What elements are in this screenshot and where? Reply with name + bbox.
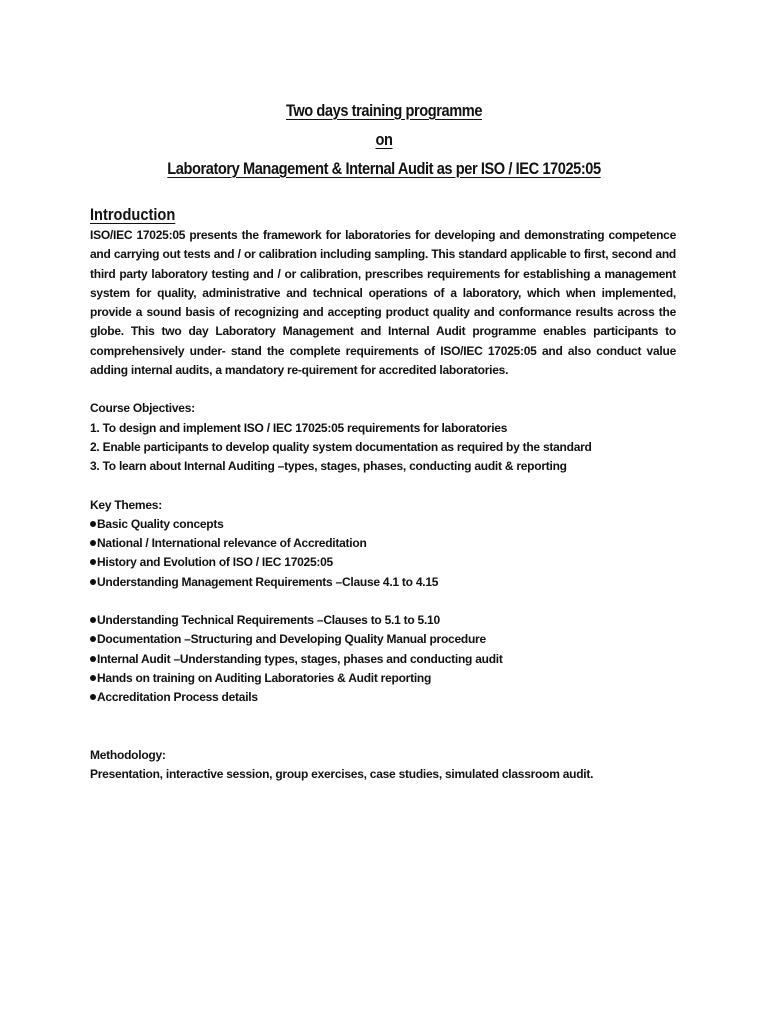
- title-block: [0, 96, 768, 183]
- themes-list-2: [90, 611, 676, 707]
- bullet-icon: [90, 694, 96, 700]
- theme-item: Accreditation Process details: [90, 688, 676, 707]
- bullet-icon: [90, 540, 96, 546]
- theme-item: Internal Audit –Understanding types, stages, phases and conducting audit: [90, 650, 676, 669]
- bullet-icon: [90, 579, 96, 585]
- title-line-2: on: [375, 130, 393, 149]
- theme-item: Understanding Management Requirements –Clause 4.1 to 4.15: [90, 573, 676, 592]
- objective-item: 1. To design and implement ISO / IEC 17025:05 requirements for laboratories: [90, 420, 508, 435]
- bullet-icon: [90, 617, 96, 623]
- bullet-icon: [90, 559, 96, 565]
- document-body: [90, 204, 676, 784]
- theme-item: Basic Quality concepts: [90, 515, 676, 534]
- themes-list-1: [90, 515, 676, 592]
- introduction-heading: Introduction: [90, 205, 176, 224]
- title-line-3: Laboratory Management & Internal Audit as per ISO / IEC 17025:05: [167, 159, 601, 178]
- objectives-heading: Course Objectives:: [90, 401, 195, 416]
- bullet-icon: [90, 521, 96, 527]
- theme-item: Documentation –Structuring and Developing Quality Manual procedure: [90, 630, 676, 649]
- bullet-icon: [90, 656, 96, 662]
- methodology-text: Presentation, interactive session, group exercises, case studies, simulated classroom audit.: [90, 766, 594, 781]
- title-line-1: Two days training programme: [285, 101, 483, 120]
- methodology-heading: Methodology:: [90, 747, 166, 762]
- theme-item: History and Evolution of ISO / IEC 17025:05: [90, 553, 676, 572]
- theme-item: National / International relevance of Accreditation: [90, 534, 676, 553]
- theme-item: Hands on training on Auditing Laboratories & Audit reporting: [90, 669, 676, 688]
- objective-item: 2. Enable participants to develop quality system documentation as required by the standard: [90, 439, 592, 454]
- introduction-paragraph: ISO/IEC 17025:05 presents the framework for laboratories for developing and demonstrating competence and carrying out tests and / or calibration including sampling. This standard applicable to first, second and third party laboratory testing and / or calibration, prescribes requirements for establishing a management system for quality, administrative and technical operations of a laboratory, which when implemented, provide a sound basis of recognizing and accepting product quality and conformance results across the globe. This two day Laboratory Management and Internal Audit programme enables participants to comprehensively under- stand the complete requirements of ISO/IEC 17025:05 and also conduct value adding internal audits, a mandatory re-quirement for accredited laboratories.: [90, 228, 676, 378]
- objective-item: 3. To learn about Internal Auditing –types, stages, phases, conducting audit & reporting: [90, 459, 567, 474]
- theme-item: Understanding Technical Requirements –Clauses to 5.1 to 5.10: [90, 611, 676, 630]
- bullet-icon: [90, 636, 96, 642]
- themes-heading: Key Themes:: [90, 497, 162, 512]
- bullet-icon: [90, 675, 96, 681]
